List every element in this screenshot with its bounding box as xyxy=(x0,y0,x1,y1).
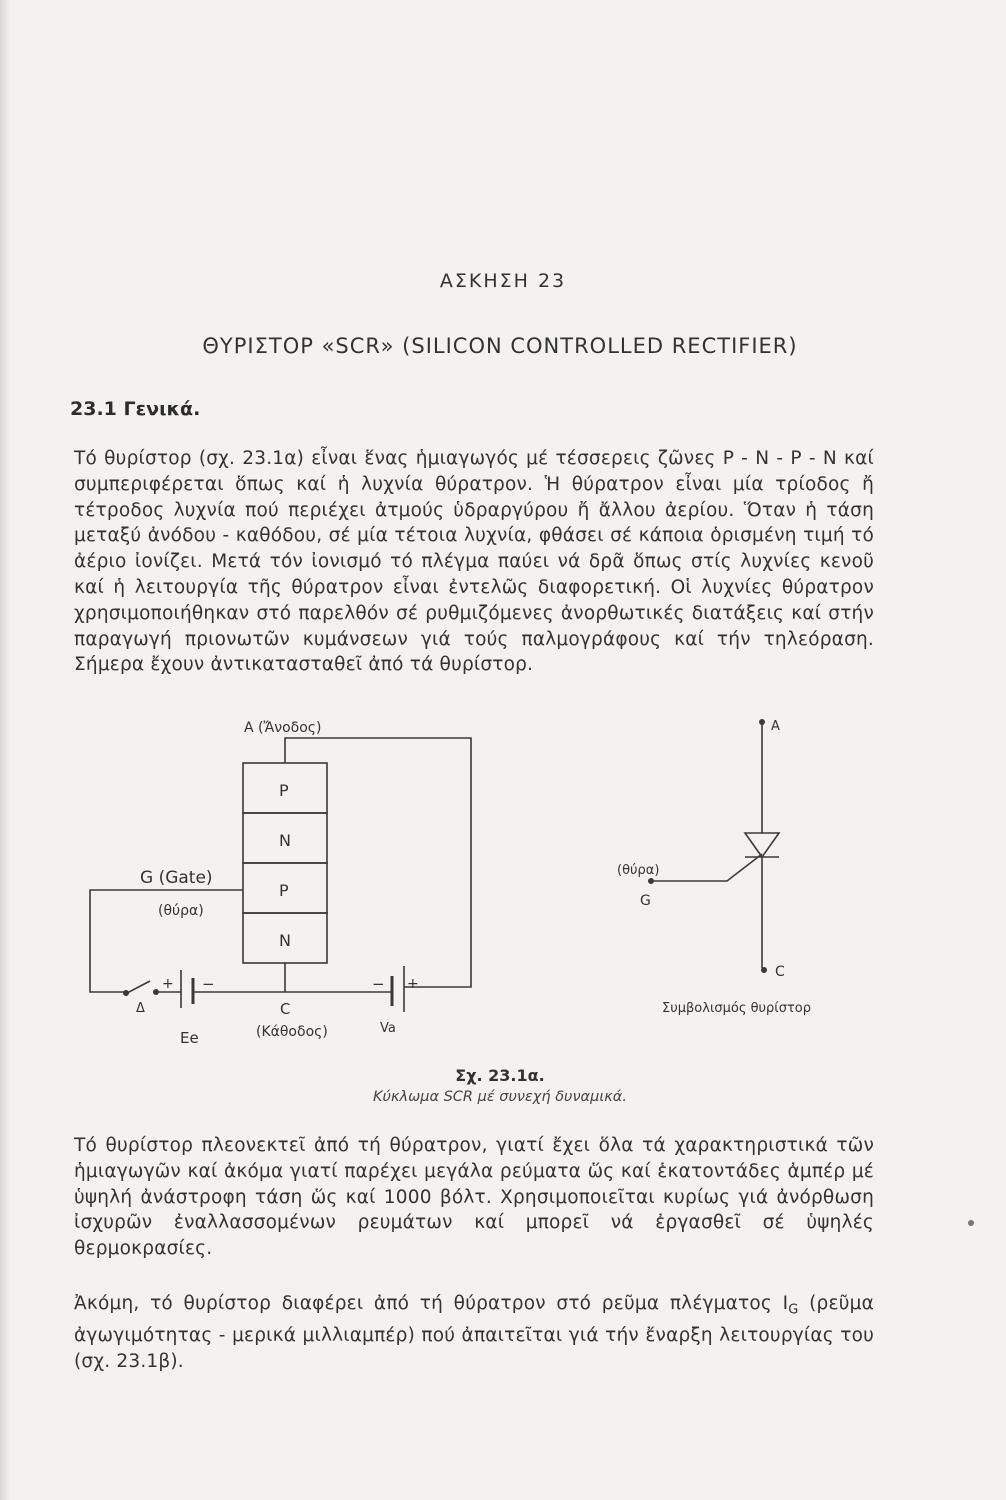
symbol-gate-greek-label: (θύρα) xyxy=(617,863,660,878)
layer-n2-label: N xyxy=(279,931,291,950)
gate-current-text-cont: (ρεῦμα ἀγωγιμότητας - μερικά μιλλιαμπέρ) πού ἀπαιτεῖται γιά τήν ἔναρξη λειτουργίας του (σχ. 23.1β). xyxy=(74,1293,874,1373)
paragraph-gate-current xyxy=(74,1291,874,1375)
anode-battery-plus: + xyxy=(407,976,419,992)
ink-speck xyxy=(968,1220,974,1226)
layer-p1-label: P xyxy=(279,781,289,800)
switch-label: Δ xyxy=(136,1001,145,1016)
figure-caption-text: Κύκλωμα SCR μέ συνεχή δυναμικά. xyxy=(373,1089,627,1105)
symbol-cathode-node xyxy=(761,967,767,973)
gate-battery-label: Ee xyxy=(180,1029,199,1047)
anode-battery-label: Va xyxy=(380,1021,396,1036)
switch-blade xyxy=(127,981,150,993)
cathode-letter: C xyxy=(280,1000,291,1018)
layer-p2-label: P xyxy=(279,881,289,900)
gate-label: G (Gate) xyxy=(140,868,213,888)
symbol-caption: Συμβολισμός θυρίστορ xyxy=(662,1001,811,1016)
anode-label: A (Ἄνοδος) xyxy=(244,720,322,736)
figure-caption-number: Σχ. 23.1α. xyxy=(455,1066,545,1085)
paragraph-intro: Τό θυρίστορ (σχ. 23.1α) εἶναι ἕνας ἡμιαγωγός μέ τέσσερεις ζῶνες P - N - P - N καί συμπεριφέρεται ὅπως καί ἡ λυχνία θύρατρον. Ἡ θύρατρον εἶναι μία τρίοδος ἤ τέτροδος λυχνία πού περιέχει ἀτμούς ὑδραργύρου ἤ ἄλλου ἀερίου. Ὅταν ἡ τάση μεταξύ ἀνόδου - καθόδου, σέ μία τέτοια λυχνία, φθάσει σέ κάποια ὁρισμένη τιμή τό ἀέριο ἰονίζει. Μετά τόν ἰονισμό τό πλέγμα παύει νά δρᾶ ὅπως στίς λυχνίες κενοῦ καί ἡ λειτουργία τῆς θύρατρον εἶναι ἐντελῶς διαφορετική. Οἱ λυχνίες θύρατρον χρησιμοποιήθηκαν στό παρελθόν σέ ρυθμιζόμενες ἀνορθωτικές διατάξεις καί στήν παραγωγή πριονωτῶν κυμάνσεων γιά τούς παλμογράφους καί τήν τηλεόραση. Σήμερα ἔχουν ἀντικατασταθεῖ ἀπό τά θυρίστορ. xyxy=(74,448,874,676)
paragraph-advantages: Τό θυρίστορ πλεονεκτεῖ ἀπό τή θύρατρον, γιατί ἔχει ὅλα τά χαρακτηριστικά τῶν ἡμιαγωγῶν καί ἀκόμα γιατί παρέχει μεγάλα ρεύματα ὥς καί ἑκατοντάδες ἀμπέρ μέ ὑψηλή ἀνάστροφη τάση ὥς καί 1000 βόλτ. Χρησιμοποιεῖται κυρίως γιά ἀνόρθωση ἰσχυρῶν ἐναλλασσομένων ρευμάτων καί μπορεῖ νά ἐργασθεῖ σέ ὑψηλές θερμοκρασίες. xyxy=(74,1135,874,1260)
symbol-diode-triangle xyxy=(745,833,779,857)
symbol-gate-node xyxy=(648,878,654,884)
figure-scr-circuit xyxy=(0,700,1006,1070)
section-title: 23.1 Γενικά. xyxy=(70,398,201,420)
gate-current-subscript: G xyxy=(788,1302,799,1318)
gate-current-text: Ἀκόμη, τό θυρίστορ διαφέρει ἀπό τή θύρατρον στό ρεῦμα πλέγματος I xyxy=(74,1293,789,1314)
gate-battery-minus: − xyxy=(202,975,215,993)
cathode-label: (Κάθοδος) xyxy=(256,1024,328,1040)
symbol-gate-label: G xyxy=(640,893,651,909)
switch-contact-right xyxy=(153,989,159,995)
symbol-anode-label: A xyxy=(771,719,780,734)
gate-battery-plus: + xyxy=(162,976,174,992)
symbol-cathode-label: C xyxy=(775,964,785,980)
symbol-gate-lead xyxy=(651,854,762,881)
anode-battery-minus: − xyxy=(372,975,385,993)
switch-contact-left xyxy=(123,990,129,996)
symbol-anode-node xyxy=(759,719,765,725)
gate-greek-label: (θύρα) xyxy=(158,903,204,919)
layer-n1-label: N xyxy=(279,831,291,850)
exercise-number: ΑΣΚΗΣΗ 23 xyxy=(439,270,567,292)
exercise-title: ΘΥΡΙΣΤΟΡ «SCR» (SILICON CONTROLLED RECTIFIER) xyxy=(202,334,798,358)
